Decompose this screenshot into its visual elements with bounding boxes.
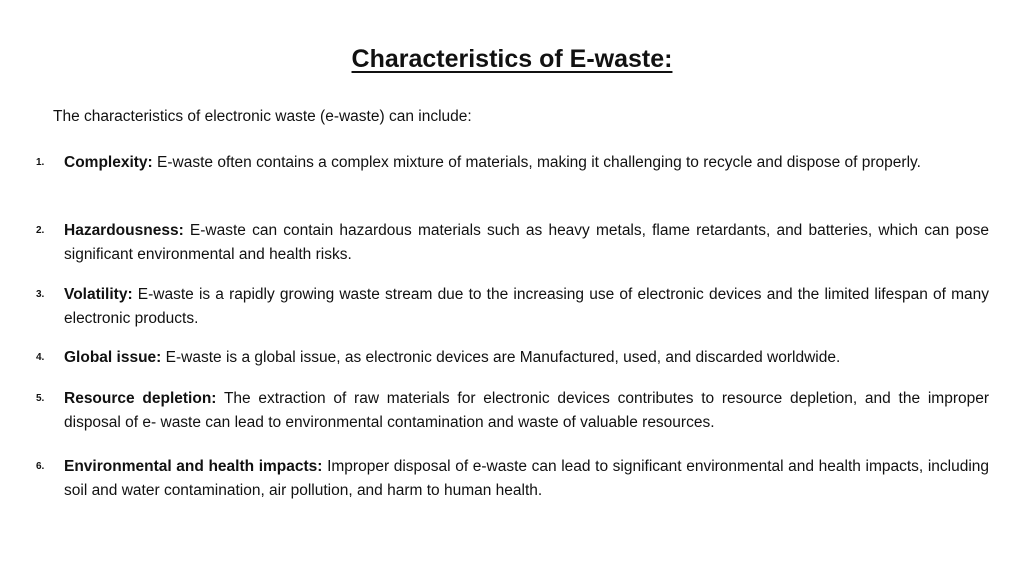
list-item-description: E-waste often contains a complex mixture of materials, making it challenging to recycle and dispose of properly. bbox=[157, 154, 921, 171]
list-item-term: Complexity: bbox=[64, 154, 153, 171]
list-item-text bbox=[64, 219, 989, 267]
list-number: 1. bbox=[36, 157, 45, 168]
list-item-text bbox=[64, 151, 989, 175]
list-item-description: E-waste can contain hazardous materials such as heavy metals, flame retardants, and batteries, which can pose significant environmental and health risks. bbox=[64, 222, 989, 263]
list-number: 6. bbox=[36, 461, 45, 472]
list-item-description: Improper disposal of e-waste can lead to significant environmental and health impacts, including soil and water contamination, air pollution, and harm to human health. bbox=[64, 458, 990, 499]
list-item-term: Volatility: bbox=[64, 286, 133, 303]
list-number: 2. bbox=[36, 225, 45, 236]
list-number: 3. bbox=[36, 289, 45, 300]
slide-title bbox=[0, 42, 1024, 76]
list-item-description: The extraction of raw materials for electronic devices contributes to resource depletion, and the improper disposal of e- waste can lead to environmental contamination and waste of valuable resources. bbox=[64, 390, 989, 431]
list-number: 5. bbox=[36, 393, 45, 404]
list-item-description: E-waste is a global issue, as electronic devices are Manufactured, used, and discarded worldwide. bbox=[165, 349, 841, 366]
list-item-text bbox=[64, 455, 989, 503]
list-item-term: Global issue: bbox=[64, 349, 162, 366]
list-item-term: Resource depletion: bbox=[64, 390, 217, 407]
list-item-term: Environmental and health impacts: bbox=[64, 458, 323, 475]
intro-text: The characteristics of electronic waste (e-waste) can include: bbox=[53, 108, 472, 125]
list-number: 4. bbox=[36, 352, 45, 363]
list-item-description: E-waste is a rapidly growing waste stream due to the increasing use of electronic devices and the limited lifespan of many electronic products. bbox=[64, 286, 989, 327]
list-item-text bbox=[64, 283, 989, 331]
list-item-text bbox=[64, 387, 989, 435]
list-item-text bbox=[64, 346, 989, 370]
slide-title-text: Characteristics of E-waste: bbox=[351, 45, 673, 73]
list-item-term: Hazardousness: bbox=[64, 222, 184, 239]
